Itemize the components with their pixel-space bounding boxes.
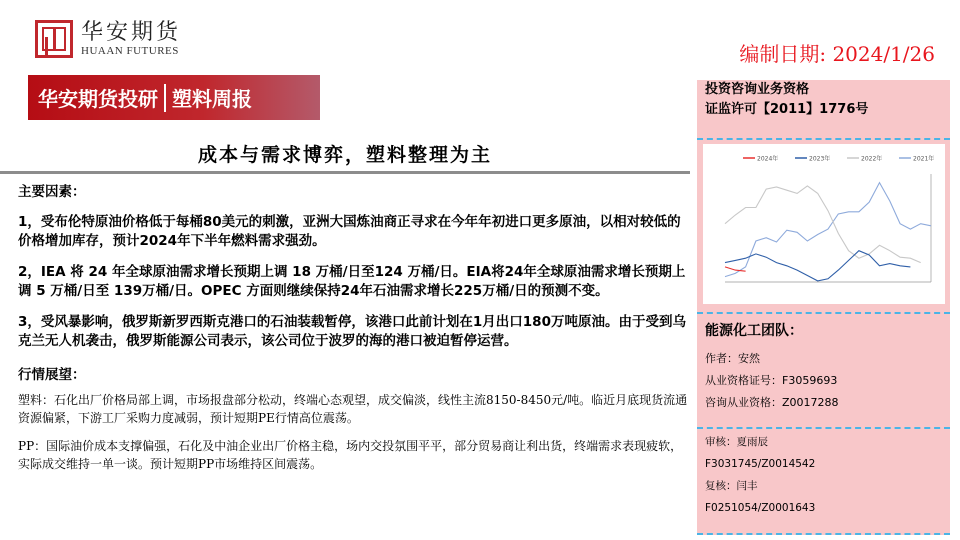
factor-item: 1，受布伦特原油价格低于每桶80美元的刺激，亚洲大国炼油商正寻求在今年年初进口更多原油，以相对较低的价格增加库存，预计2024年下半年燃料需求强劲。: [18, 214, 681, 249]
dashed-divider: [697, 312, 950, 314]
legend-label: 2022年: [861, 155, 883, 163]
side-panel: [697, 80, 950, 535]
company-logo: [35, 20, 181, 58]
legend-label: 2023年: [809, 155, 831, 163]
chart-svg: [703, 144, 945, 304]
title-divider: [0, 171, 690, 174]
banner-left: 华安期货投研: [38, 87, 158, 111]
reviewer: 审核：夏雨辰: [705, 436, 768, 448]
page-title: 成本与需求博弈，塑料整理为主: [197, 144, 492, 166]
logo-en: HUAAN FUTURES: [81, 45, 179, 57]
cert-number: 从业资格证号：F3059693: [705, 374, 838, 387]
factor-item: 2，IEA 将 24 年全球原油需求增长预期上调 18 万桶/日至124 万桶/日。EIA将24年全球原油需求增长预期上调 5 万桶/日至 139万桶/日。OPEC 方面则继续保持24年石油需求增长225万桶/日的预测不变。: [18, 264, 686, 299]
outlook-item: 塑料：石化出厂价格局部上调，市场报盘部分松动，终端心态观望，成交偏淡，线性主流8150-8450元/吨。临近月底现货流通资源偏紧，下游工厂采购力度减弱，预计短期PE行情高位震荡。: [18, 393, 688, 425]
outlook-heading: 行情展望：: [18, 367, 86, 383]
factors-heading: 主要因素：: [18, 184, 86, 200]
dashed-divider: [697, 533, 950, 535]
review-block: [697, 431, 950, 519]
series-line-2021年: [725, 183, 931, 277]
banner-divider: [164, 84, 166, 112]
report-banner: [28, 75, 320, 120]
license-line-1: 投资咨询业务资格: [705, 82, 810, 97]
banner-right: 塑料周报: [172, 87, 252, 111]
price-chart: [703, 144, 945, 304]
factor-item: 3，受风暴影响，俄罗斯新罗西斯克港口的石油装载暂停，该港口此前计划在1月出口180万吨原油。由于受到乌克兰无人机袭击，俄罗斯能源公司表示，该公司位于波罗的海的港口被迫暂停运营。: [18, 314, 686, 349]
consult-number: 咨询从业资格：Z0017288: [705, 396, 839, 409]
author: 作者：安然: [705, 352, 760, 365]
logo-cn: 华安期货: [81, 20, 182, 45]
outlook-item: PP：国际油价成本支撑偏强，石化及中油企业出厂价格主稳，场内交投氛围平平，部分贸易商让利出货，终端需求表现疲软，实际成交维持一单一谈。预计短期PP市场维持区间震荡。: [18, 439, 683, 471]
legend-label: 2021年: [913, 155, 935, 163]
team-block: [697, 317, 950, 414]
team-title: 能源化工团队：: [705, 323, 803, 339]
main-content: [18, 180, 688, 483]
license-block: [697, 80, 950, 120]
license-line-2: 证监许可【2011】1776号: [705, 102, 869, 117]
report-date: 编制日期: 2024/1/26: [739, 42, 935, 66]
dashed-divider: [697, 138, 950, 140]
legend-label: 2024年: [757, 155, 779, 163]
rechecker: 复核：闫丰: [705, 480, 758, 492]
rechecker-id: F0251054/Z0001643: [705, 502, 816, 514]
dashed-divider: [697, 427, 950, 429]
series-line-2023年: [725, 251, 910, 281]
reviewer-id: F3031745/Z0014542: [705, 458, 816, 470]
logo-mark-icon: [35, 20, 73, 58]
series-line-2022年: [725, 186, 921, 263]
